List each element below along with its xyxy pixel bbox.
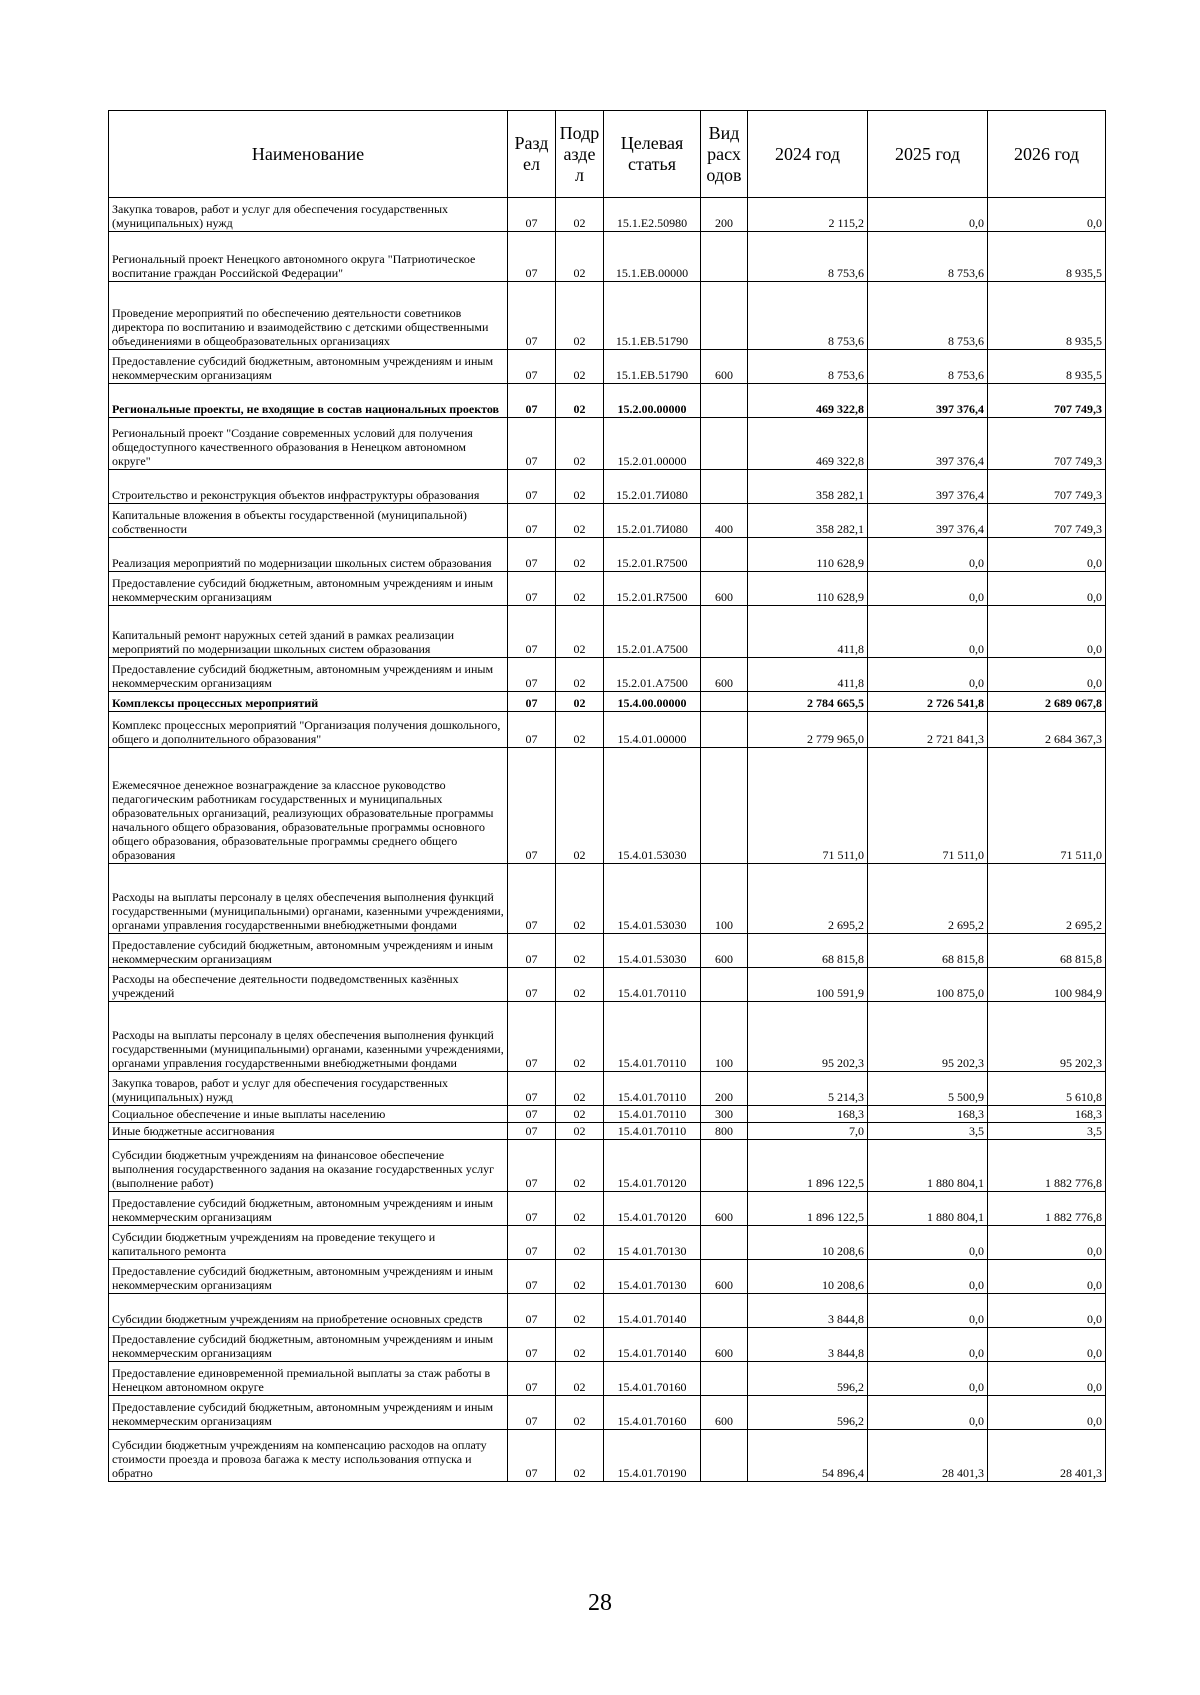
cell-name: Региональный проект "Создание современных условий для получения общедоступного качественного образования в Ненецком автономном округе" (109, 418, 508, 470)
cell-name: Расходы на выплаты персоналу в целях обеспечения выполнения функций государственными (муниципальными) органами, казенными учреждениями, органами управления государственными внебюджетными фондами (109, 864, 508, 934)
cell-name: Субсидии бюджетным учреждениям на финансовое обеспечение выполнения государственного задания на оказание государственных услуг (выполнение работ) (109, 1140, 508, 1192)
cell-2024: 3 844,8 (748, 1328, 868, 1362)
cell-expense-type: 200 (701, 198, 748, 232)
cell-expense-type (701, 692, 748, 712)
cell-target-article: 15.4.01.70160 (604, 1362, 701, 1396)
cell-expense-type: 300 (701, 1106, 748, 1123)
cell-target-article: 15.4.01.70140 (604, 1328, 701, 1362)
cell-target-article: 15.4.01.53030 (604, 748, 701, 864)
cell-razdel: 07 (508, 1430, 556, 1482)
table-row (109, 712, 1106, 748)
cell-2026: 0,0 (988, 1226, 1106, 1260)
cell-target-article: 15.4.01.53030 (604, 864, 701, 934)
cell-2024: 7,0 (748, 1123, 868, 1140)
cell-podrazdel: 02 (556, 1362, 604, 1396)
cell-podrazdel: 02 (556, 282, 604, 350)
table-row (109, 934, 1106, 968)
cell-razdel: 07 (508, 1294, 556, 1328)
cell-2025: 0,0 (868, 606, 988, 658)
cell-name: Социальное обеспечение и иные выплаты населению (109, 1106, 508, 1123)
cell-target-article: 15.4.01.70110 (604, 1002, 701, 1072)
cell-2024: 1 896 122,5 (748, 1192, 868, 1226)
cell-podrazdel: 02 (556, 1192, 604, 1226)
cell-2026: 8 935,5 (988, 350, 1106, 384)
cell-2024: 54 896,4 (748, 1430, 868, 1482)
cell-razdel: 07 (508, 1260, 556, 1294)
cell-2024: 2 784 665,5 (748, 692, 868, 712)
cell-target-article: 15.2.01.А7500 (604, 606, 701, 658)
cell-expense-type (701, 538, 748, 572)
cell-2024: 411,8 (748, 606, 868, 658)
cell-expense-type (701, 418, 748, 470)
cell-2026: 2 689 067,8 (988, 692, 1106, 712)
cell-2024: 358 282,1 (748, 504, 868, 538)
cell-name: Строительство и реконструкция объектов инфраструктуры образования (109, 470, 508, 504)
cell-expense-type (701, 606, 748, 658)
cell-2025: 1 880 804,1 (868, 1140, 988, 1192)
cell-razdel: 07 (508, 606, 556, 658)
cell-2025: 0,0 (868, 1396, 988, 1430)
cell-expense-type: 800 (701, 1123, 748, 1140)
cell-name: Капитальный ремонт наружных сетей зданий в рамках реализации мероприятий по модернизации школьных систем образования (109, 606, 508, 658)
cell-name: Комплекс процессных мероприятий "Организация получения дошкольного, общего и дополнительного образования" (109, 712, 508, 748)
cell-2026: 2 695,2 (988, 864, 1106, 934)
cell-target-article: 15.4.00.00000 (604, 692, 701, 712)
cell-target-article: 15.2.01.R7500 (604, 572, 701, 606)
header-2024: 2024 год (748, 111, 868, 198)
cell-2026: 100 984,9 (988, 968, 1106, 1002)
table-row (109, 1362, 1106, 1396)
cell-podrazdel: 02 (556, 1396, 604, 1430)
cell-razdel: 07 (508, 748, 556, 864)
cell-expense-type (701, 968, 748, 1002)
cell-2025: 0,0 (868, 572, 988, 606)
cell-2025: 0,0 (868, 1226, 988, 1260)
cell-2026: 0,0 (988, 606, 1106, 658)
cell-target-article: 15.2.00.00000 (604, 384, 701, 418)
cell-podrazdel: 02 (556, 470, 604, 504)
cell-razdel: 07 (508, 232, 556, 282)
cell-2024: 68 815,8 (748, 934, 868, 968)
cell-2024: 8 753,6 (748, 232, 868, 282)
cell-podrazdel: 02 (556, 968, 604, 1002)
cell-target-article: 15.2.01.R7500 (604, 538, 701, 572)
cell-2026: 707 749,3 (988, 470, 1106, 504)
cell-podrazdel: 02 (556, 692, 604, 712)
cell-expense-type (701, 712, 748, 748)
cell-target-article: 15.4.01.70110 (604, 1123, 701, 1140)
cell-2024: 100 591,9 (748, 968, 868, 1002)
cell-expense-type (701, 748, 748, 864)
table-row (109, 748, 1106, 864)
cell-2025: 8 753,6 (868, 282, 988, 350)
cell-name: Реализация мероприятий по модернизации школьных систем образования (109, 538, 508, 572)
cell-2024: 5 214,3 (748, 1072, 868, 1106)
cell-2025: 0,0 (868, 1260, 988, 1294)
cell-name: Проведение мероприятий по обеспечению деятельности советников директора по воспитанию и взаимодействию с детскими общественными объединениями в общеобразовательных организациях (109, 282, 508, 350)
cell-2025: 0,0 (868, 1294, 988, 1328)
cell-expense-type (701, 232, 748, 282)
cell-2026: 3,5 (988, 1123, 1106, 1140)
cell-2024: 2 695,2 (748, 864, 868, 934)
table-row (109, 606, 1106, 658)
cell-podrazdel: 02 (556, 606, 604, 658)
cell-podrazdel: 02 (556, 504, 604, 538)
cell-name: Предоставление субсидий бюджетным, автономным учреждениям и иным некоммерческим организациям (109, 658, 508, 692)
table-row (109, 692, 1106, 712)
cell-razdel: 07 (508, 350, 556, 384)
cell-2026: 28 401,3 (988, 1430, 1106, 1482)
cell-razdel: 07 (508, 470, 556, 504)
cell-target-article: 15.2.01.А7500 (604, 658, 701, 692)
cell-target-article: 15.1.ЕВ.51790 (604, 282, 701, 350)
cell-2024: 3 844,8 (748, 1294, 868, 1328)
table-row (109, 232, 1106, 282)
cell-name: Субсидии бюджетным учреждениям на компенсацию расходов на оплату стоимости проезда и провоза багажа к месту использования отпуска и обратно (109, 1430, 508, 1482)
cell-2025: 168,3 (868, 1106, 988, 1123)
cell-2025: 3,5 (868, 1123, 988, 1140)
cell-target-article: 15.4.01.70130 (604, 1260, 701, 1294)
cell-2024: 2 115,2 (748, 198, 868, 232)
cell-razdel: 07 (508, 572, 556, 606)
cell-2024: 596,2 (748, 1362, 868, 1396)
table-row (109, 538, 1106, 572)
cell-2024: 110 628,9 (748, 572, 868, 606)
table-row (109, 282, 1106, 350)
cell-expense-type: 600 (701, 934, 748, 968)
cell-podrazdel: 02 (556, 1430, 604, 1482)
cell-2025: 71 511,0 (868, 748, 988, 864)
cell-razdel: 07 (508, 1140, 556, 1192)
cell-2024: 8 753,6 (748, 350, 868, 384)
cell-expense-type (701, 1430, 748, 1482)
table-row (109, 1226, 1106, 1260)
cell-razdel: 07 (508, 1396, 556, 1430)
header-2025: 2025 год (868, 111, 988, 198)
cell-target-article: 15.4.01.70110 (604, 968, 701, 1002)
cell-2024: 10 208,6 (748, 1226, 868, 1260)
header-target-article: Целевая статья (604, 111, 701, 198)
table-row (109, 1260, 1106, 1294)
cell-name: Закупка товаров, работ и услуг для обеспечения государственных (муниципальных) нужд (109, 1072, 508, 1106)
cell-expense-type (701, 470, 748, 504)
cell-podrazdel: 02 (556, 350, 604, 384)
table-row (109, 1294, 1106, 1328)
cell-2024: 2 779 965,0 (748, 712, 868, 748)
cell-razdel: 07 (508, 1002, 556, 1072)
cell-2025: 8 753,6 (868, 350, 988, 384)
cell-2025: 397 376,4 (868, 470, 988, 504)
cell-podrazdel: 02 (556, 934, 604, 968)
table-row (109, 1123, 1106, 1140)
cell-razdel: 07 (508, 1328, 556, 1362)
cell-2024: 71 511,0 (748, 748, 868, 864)
cell-expense-type (701, 1226, 748, 1260)
cell-target-article: 15.1.ЕВ.00000 (604, 232, 701, 282)
cell-2026: 1 882 776,8 (988, 1140, 1106, 1192)
cell-name: Предоставление субсидий бюджетным, автономным учреждениям и иным некоммерческим организациям (109, 350, 508, 384)
table-row (109, 864, 1106, 934)
cell-podrazdel: 02 (556, 198, 604, 232)
cell-podrazdel: 02 (556, 1123, 604, 1140)
cell-2026: 0,0 (988, 1328, 1106, 1362)
cell-razdel: 07 (508, 418, 556, 470)
cell-target-article: 15.2.01.00000 (604, 418, 701, 470)
cell-expense-type: 600 (701, 1396, 748, 1430)
cell-2026: 0,0 (988, 198, 1106, 232)
cell-podrazdel: 02 (556, 658, 604, 692)
cell-razdel: 07 (508, 934, 556, 968)
cell-2025: 95 202,3 (868, 1002, 988, 1072)
cell-name: Региональные проекты, не входящие в состав национальных проектов (109, 384, 508, 418)
cell-razdel: 07 (508, 1072, 556, 1106)
cell-target-article: 15.2.01.7И080 (604, 470, 701, 504)
cell-target-article: 15.4.01.70140 (604, 1294, 701, 1328)
cell-2025: 1 880 804,1 (868, 1192, 988, 1226)
cell-expense-type (701, 1140, 748, 1192)
cell-2026: 8 935,5 (988, 282, 1106, 350)
cell-2025: 28 401,3 (868, 1430, 988, 1482)
cell-2025: 0,0 (868, 538, 988, 572)
page-number: 28 (588, 1590, 612, 1616)
cell-razdel: 07 (508, 384, 556, 418)
cell-expense-type: 200 (701, 1072, 748, 1106)
cell-2024: 10 208,6 (748, 1260, 868, 1294)
cell-2025: 8 753,6 (868, 232, 988, 282)
table-row (109, 418, 1106, 470)
table-row (109, 1430, 1106, 1482)
cell-name: Ежемесячное денежное вознаграждение за классное руководство педагогическим работникам государственных и муниципальных образовательных организаций, реализующих образовательные программы начального общего образования, образовательные программы основного общего образования, образовательные программы среднего общего образования (109, 748, 508, 864)
cell-podrazdel: 02 (556, 864, 604, 934)
table-row (109, 1396, 1106, 1430)
cell-2024: 1 896 122,5 (748, 1140, 868, 1192)
cell-2026: 8 935,5 (988, 232, 1106, 282)
cell-podrazdel: 02 (556, 384, 604, 418)
cell-2026: 71 511,0 (988, 748, 1106, 864)
cell-podrazdel: 02 (556, 1002, 604, 1072)
cell-name: Предоставление единовременной премиальной выплаты за стаж работы в Ненецком автономном округе (109, 1362, 508, 1396)
cell-name: Предоставление субсидий бюджетным, автономным учреждениям и иным некоммерческим организациям (109, 1328, 508, 1362)
cell-2026: 5 610,8 (988, 1072, 1106, 1106)
cell-2026: 0,0 (988, 658, 1106, 692)
cell-expense-type: 600 (701, 350, 748, 384)
cell-expense-type: 600 (701, 1328, 748, 1362)
cell-name: Закупка товаров, работ и услуг для обеспечения государственных (муниципальных) нужд (109, 198, 508, 232)
cell-name: Региональный проект Ненецкого автономного округа "Патриотическое воспитание граждан Российской Федерации" (109, 232, 508, 282)
cell-podrazdel: 02 (556, 538, 604, 572)
table-row (109, 198, 1106, 232)
header-expense-type: Вид расх одов (701, 111, 748, 198)
cell-razdel: 07 (508, 1106, 556, 1123)
cell-2025: 2 721 841,3 (868, 712, 988, 748)
cell-2025: 2 695,2 (868, 864, 988, 934)
table-body (109, 198, 1106, 1482)
cell-2026: 0,0 (988, 1396, 1106, 1430)
cell-2026: 0,0 (988, 572, 1106, 606)
cell-2026: 707 749,3 (988, 384, 1106, 418)
cell-razdel: 07 (508, 1362, 556, 1396)
cell-expense-type: 600 (701, 1192, 748, 1226)
table-row (109, 658, 1106, 692)
cell-target-article: 15.4.01.70110 (604, 1106, 701, 1123)
cell-target-article: 15.2.01.7И080 (604, 504, 701, 538)
cell-name: Предоставление субсидий бюджетным, автономным учреждениям и иным некоммерческим организациям (109, 934, 508, 968)
table-row (109, 572, 1106, 606)
cell-2025: 0,0 (868, 1362, 988, 1396)
cell-podrazdel: 02 (556, 1140, 604, 1192)
table-row (109, 384, 1106, 418)
cell-name: Расходы на выплаты персоналу в целях обеспечения выполнения функций государственными (муниципальными) органами, казенными учреждениями, органами управления государственными внебюджетными фондами (109, 1002, 508, 1072)
header-razdel: Разд ел (508, 111, 556, 198)
cell-target-article: 15.4.01.70120 (604, 1140, 701, 1192)
cell-target-article: 15.4.01.70160 (604, 1396, 701, 1430)
cell-2024: 469 322,8 (748, 384, 868, 418)
cell-2025: 5 500,9 (868, 1072, 988, 1106)
cell-podrazdel: 02 (556, 572, 604, 606)
table-row (109, 1192, 1106, 1226)
table-row (109, 1002, 1106, 1072)
cell-razdel: 07 (508, 504, 556, 538)
cell-2024: 168,3 (748, 1106, 868, 1123)
cell-2024: 8 753,6 (748, 282, 868, 350)
cell-2026: 1 882 776,8 (988, 1192, 1106, 1226)
cell-2026: 707 749,3 (988, 504, 1106, 538)
cell-2025: 0,0 (868, 1328, 988, 1362)
cell-target-article: 15.1.ЕВ.51790 (604, 350, 701, 384)
cell-name: Субсидии бюджетным учреждениям на проведение текущего и капитального ремонта (109, 1226, 508, 1260)
cell-razdel: 07 (508, 1192, 556, 1226)
cell-razdel: 07 (508, 1226, 556, 1260)
cell-target-article: 15.4.01.70110 (604, 1072, 701, 1106)
cell-expense-type: 100 (701, 864, 748, 934)
cell-expense-type (701, 282, 748, 350)
cell-razdel: 07 (508, 538, 556, 572)
cell-podrazdel: 02 (556, 418, 604, 470)
cell-expense-type (701, 1362, 748, 1396)
cell-name: Субсидии бюджетным учреждениям на приобретение основных средств (109, 1294, 508, 1328)
cell-2026: 0,0 (988, 1260, 1106, 1294)
cell-podrazdel: 02 (556, 1294, 604, 1328)
cell-razdel: 07 (508, 712, 556, 748)
cell-razdel: 07 (508, 864, 556, 934)
cell-target-article: 15.4.01.70120 (604, 1192, 701, 1226)
cell-razdel: 07 (508, 198, 556, 232)
cell-2024: 469 322,8 (748, 418, 868, 470)
cell-podrazdel: 02 (556, 232, 604, 282)
cell-2025: 68 815,8 (868, 934, 988, 968)
cell-2024: 358 282,1 (748, 470, 868, 504)
cell-2025: 2 726 541,8 (868, 692, 988, 712)
cell-podrazdel: 02 (556, 1328, 604, 1362)
cell-2026: 68 815,8 (988, 934, 1106, 968)
table-row (109, 1106, 1106, 1123)
cell-expense-type: 100 (701, 1002, 748, 1072)
cell-name: Предоставление субсидий бюджетным, автономным учреждениям и иным некоммерческим организациям (109, 572, 508, 606)
cell-name: Предоставление субсидий бюджетным, автономным учреждениям и иным некоммерческим организациям (109, 1192, 508, 1226)
cell-2025: 397 376,4 (868, 384, 988, 418)
cell-name: Комплексы процессных мероприятий (109, 692, 508, 712)
header-row (109, 111, 1106, 198)
cell-expense-type (701, 1294, 748, 1328)
budget-table (108, 110, 1106, 1482)
cell-expense-type: 600 (701, 1260, 748, 1294)
cell-name: Предоставление субсидий бюджетным, автономным учреждениям и иным некоммерческим организациям (109, 1260, 508, 1294)
cell-podrazdel: 02 (556, 1226, 604, 1260)
table-row (109, 1072, 1106, 1106)
cell-2024: 95 202,3 (748, 1002, 868, 1072)
cell-name: Капитальные вложения в объекты государственной (муниципальной) собственности (109, 504, 508, 538)
header-name: Наименование (109, 111, 508, 198)
cell-target-article: 15.4.01.00000 (604, 712, 701, 748)
cell-podrazdel: 02 (556, 1072, 604, 1106)
cell-name: Иные бюджетные ассигнования (109, 1123, 508, 1140)
cell-razdel: 07 (508, 658, 556, 692)
cell-2026: 95 202,3 (988, 1002, 1106, 1072)
cell-podrazdel: 02 (556, 712, 604, 748)
table-row (109, 968, 1106, 1002)
cell-2024: 110 628,9 (748, 538, 868, 572)
cell-2025: 397 376,4 (868, 418, 988, 470)
header-podrazdel: Подр азде л (556, 111, 604, 198)
cell-2026: 707 749,3 (988, 418, 1106, 470)
cell-podrazdel: 02 (556, 748, 604, 864)
cell-2025: 0,0 (868, 658, 988, 692)
cell-2024: 411,8 (748, 658, 868, 692)
cell-razdel: 07 (508, 282, 556, 350)
cell-2025: 100 875,0 (868, 968, 988, 1002)
cell-2026: 168,3 (988, 1106, 1106, 1123)
cell-2024: 596,2 (748, 1396, 868, 1430)
table-row (109, 504, 1106, 538)
cell-expense-type: 600 (701, 572, 748, 606)
cell-razdel: 07 (508, 692, 556, 712)
cell-2025: 397 376,4 (868, 504, 988, 538)
cell-2026: 0,0 (988, 1362, 1106, 1396)
cell-2026: 2 684 367,3 (988, 712, 1106, 748)
table-row (109, 1140, 1106, 1192)
header-2026: 2026 год (988, 111, 1106, 198)
cell-name: Предоставление субсидий бюджетным, автономным учреждениям и иным некоммерческим организациям (109, 1396, 508, 1430)
cell-target-article: 15 4.01.70130 (604, 1226, 701, 1260)
cell-name: Расходы на обеспечение деятельности подведомственных казённых учреждений (109, 968, 508, 1002)
table-row (109, 350, 1106, 384)
cell-2026: 0,0 (988, 1294, 1106, 1328)
table-row (109, 1328, 1106, 1362)
cell-razdel: 07 (508, 1123, 556, 1140)
cell-target-article: 15.4.01.53030 (604, 934, 701, 968)
cell-expense-type (701, 384, 748, 418)
cell-expense-type: 400 (701, 504, 748, 538)
cell-2026: 0,0 (988, 538, 1106, 572)
cell-razdel: 07 (508, 968, 556, 1002)
cell-podrazdel: 02 (556, 1106, 604, 1123)
cell-expense-type: 600 (701, 658, 748, 692)
table-row (109, 470, 1106, 504)
cell-podrazdel: 02 (556, 1260, 604, 1294)
cell-target-article: 15.4.01.70190 (604, 1430, 701, 1482)
cell-2025: 0,0 (868, 198, 988, 232)
cell-target-article: 15.1.Е2.50980 (604, 198, 701, 232)
